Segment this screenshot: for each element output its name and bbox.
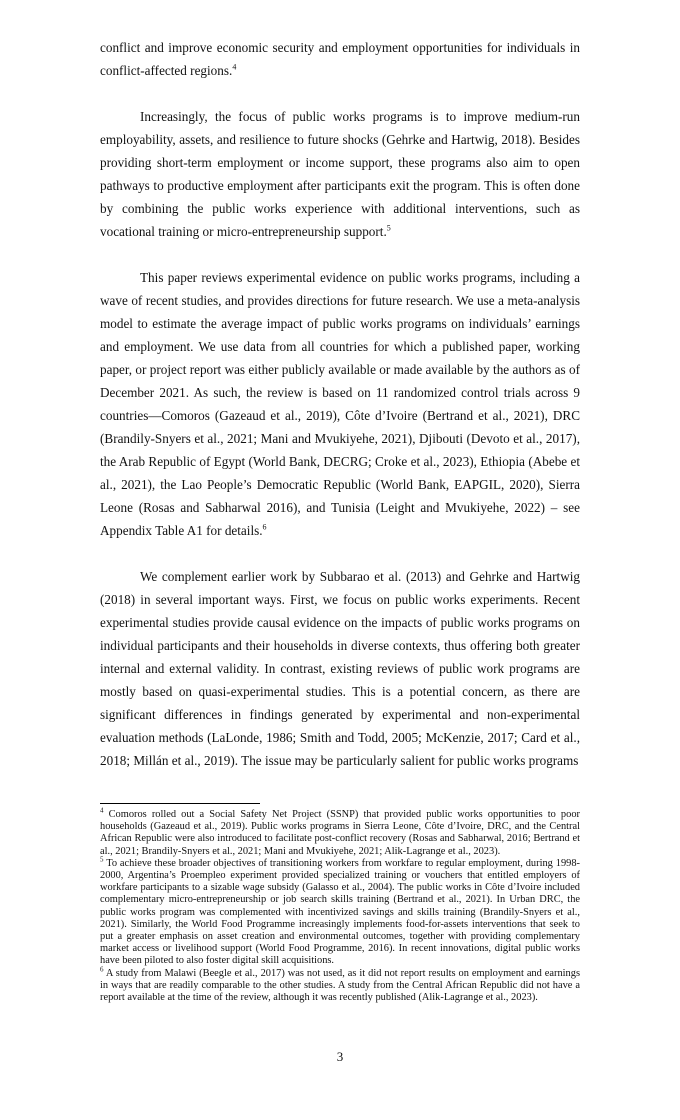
footnote-separator [100,803,260,804]
paragraph-3 [100,266,580,542]
footnote-ref-4[interactable]: 4 [232,62,237,72]
paragraph-3-text: This paper reviews experimental evidence on public works programs, including a wave of recent studies, and provides directions for future research. We use a meta-analysis model to estimate the average impact of public works programs on individuals’ earnings and employment. We use data from all countries for which a published paper, working paper, or project report was either publicly available or made available by the authors as of December 2021. As such, the review is based on 11 randomized control trials across 9 countries—Comoros (Gazeaud et al., 2019), Côte d’Ivoire (Bertrand et al., 2021), DRC (Brandily-Snyers et al., 2021; Mani and Mvukiyehe, 2021), Djibouti (Devoto et al., 2017), the Arab Republic of Egypt (World Bank, DECRG; Croke et al., 2023), Ethiopia (Abebe et al., 2021), the Lao People’s Democratic Republic (World Bank, EAPGIL, 2020), Sierra Leone (Rosas and Sabharwal 2016), and Tunisia (Leight and Mvukiyehe, 2022) – see Appendix Table A1 for details. [100,270,580,538]
footnotes [100,806,580,1004]
footnote-6 [100,965,580,1005]
footnote-mark: 6 [100,965,104,974]
footnote-mark: 4 [100,806,104,815]
body-text [100,36,580,772]
footnote-4 [100,806,580,858]
footnote-5 [100,855,580,968]
footnote-ref-5[interactable]: 5 [386,223,391,233]
footnote-text: Comoros rolled out a Social Safety Net Project (SSNP) that provided public works opportunities to poor households (Gazeaud et al., 2019). Public works programs in Sierra Leone, Côte d’Ivoire, DRC, and the Central African Republic were also introduced to facilitate post-conflict recovery (Rosas and Sabharwal, 2016; Bertrand et al., 2021; Brandily-Snyers et al., 2021; Mani and Mvukiyehe, 2021; Alik-Lagrange et al., 2023). [100,809,580,857]
paragraph-4 [100,565,580,772]
footnote-text: A study from Malawi (Beegle et al., 2017) was not used, as it did not report results on employment and earnings in ways that are readily comparable to the other studies. A study from the Central African Republic did not have a report available at the time of the review, although it was recently published (Alik-Lagrange et al., 2023). [100,967,580,1004]
paragraph-2-text: Increasingly, the focus of public works programs is to improve medium-run employability, assets, and resilience to future shocks (Gehrke and Hartwig, 2018). Besides providing short-term employment or income support, these programs also aim to open pathways to productive employment after participants exit the program. This is often done by combining the public works experience with additional interventions, such as vocational training or micro-entrepreneurship support. [100,109,580,239]
paragraph-1 [100,36,580,82]
footnote-mark: 5 [100,855,104,864]
paragraph-2 [100,105,580,243]
footnote-text: To achieve these broader objectives of transitioning workers from workfare to regular employment, during 1998-2000, Argentina’s Proempleo experiment provided specialized training or vouchers that entitled employers of workfare participants to a sizable wage subsidy (Galasso et al., 2004). The public works in Côte d’Ivoire included complementary micro-entrepreneurship or job search skills training (Bertrand et al., 2021). In Urban DRC, the public works program was complemented with incentivized savings and skills training (Brandily-Snyers et al., 2021). Similarly, the World Food Programme increasingly implements food-for-assets interventions that seek to put a greater emphasis on asset creation and environmental outcomes, together with providing complementary market access or livelihood support (World Food Programme, 2016). In recent innovations, digital public works have been piloted to also foster digital skill acquisitions. [100,857,580,967]
footnote-ref-6[interactable]: 6 [262,522,267,532]
page-number: 3 [336,1049,344,1064]
paragraph-1-text: conflict and improve economic security and employment opportunities for individuals in conflict-affected regions. [100,40,580,78]
paragraph-4-text: We complement earlier work by Subbarao et al. (2013) and Gehrke and Hartwig (2018) in several important ways. First, we focus on public works experiments. Recent experimental studies provide causal evidence on the impacts of public works programs on individual participants and their households in diverse contexts, thus offering both greater internal and external validity. In contrast, existing reviews of public work programs are mostly based on quasi-experimental studies. This is a potential concern, as there are significant differences in findings generated by experimental and non-experimental evaluation methods (LaLonde, 1986; Smith and Todd, 2005; McKenzie, 2017; Card et al., 2018; Millán et al., 2019). The issue may be particularly salient for public works programs [100,569,580,768]
